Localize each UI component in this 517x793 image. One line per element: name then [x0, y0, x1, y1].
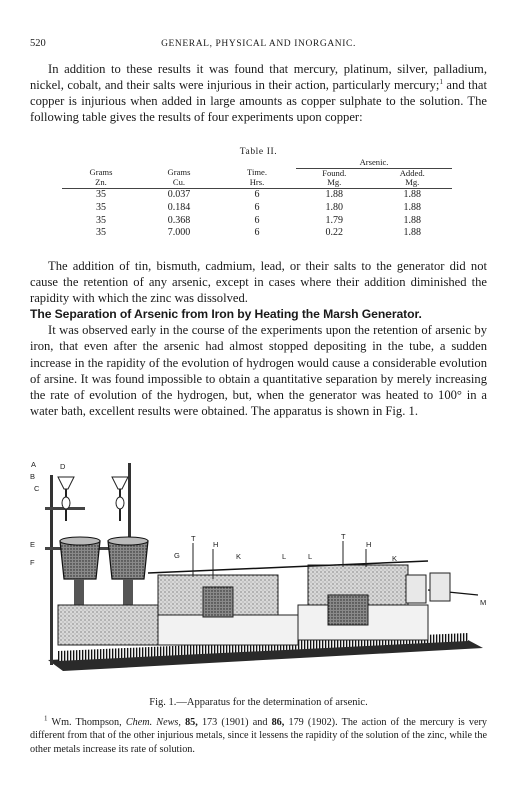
table-cell: 1.88: [403, 202, 421, 214]
section-paragraph: It was observed early in the course of the experiments upon the retention of arsenic by iron, that even after the arsenic had almost stopped depositing in the tube, a sudden increase in the rapidity of the evolution of hydrogen would cause a considerable evolution of arsine. It was found impossible to obtain a quantitative separation by merely increasing the rate of evolution of the hydrogen, but, when the generator was heated to 100° in a water bath, excellent results were obtained. The apparatus is shown in Fig. 1.: [30, 323, 487, 418]
figure-caption: Fig. 1.—Apparatus for the determination of arsenic.: [149, 697, 368, 708]
label-d: D: [60, 462, 66, 471]
footnote-volume: 85,: [185, 717, 198, 728]
label-a: A: [31, 460, 37, 469]
label-b: B: [30, 472, 36, 481]
table-cell: 1.88: [403, 227, 421, 239]
table-cell: 7.000: [167, 227, 191, 239]
bulb-icon: [116, 497, 124, 509]
table-cell: 6: [254, 189, 260, 201]
table-cell: 1.79: [325, 214, 343, 226]
water-bath-left: [60, 541, 100, 579]
footnote-mark: 1: [44, 714, 48, 723]
table-cell: 1.88: [403, 189, 421, 201]
footnote: [30, 716, 487, 756]
table-cell: 35: [96, 214, 106, 226]
label-t1: T: [191, 534, 196, 543]
absorption-bottle: [430, 573, 450, 601]
table-cell: 35: [96, 202, 106, 214]
bulb-icon: [62, 497, 70, 509]
funnel-icon: [58, 477, 74, 489]
label-e: E: [30, 540, 36, 549]
running-title: GENERAL, PHYSICAL AND INORGANIC.: [161, 39, 356, 49]
column-header: Found. Mg.: [296, 168, 373, 188]
apparatus-figure: [28, 455, 490, 690]
table-cell: 1.88: [325, 189, 343, 201]
label-c: C: [34, 484, 40, 493]
burner-block: [203, 587, 233, 617]
label-t2: T: [341, 532, 346, 541]
footnote-journal: Chem. News,: [125, 717, 181, 728]
after-table-paragraph: The addition of tin, bismuth, cadmium, lead, or their salts to the generator did not cause the retention of any arsenic, except in cases where their addition diminished the rapidity with which the zinc was dissolved.: [30, 259, 487, 306]
table-cell: 6: [254, 214, 260, 226]
label-l1: L: [282, 552, 287, 561]
label-h1: H: [213, 540, 219, 549]
bath-rim: [108, 537, 148, 545]
footnote-author: Wm. Thompson,: [51, 717, 122, 728]
table-row: [62, 201, 452, 214]
table-cell: 6: [254, 202, 260, 214]
footnote-reference[interactable]: 1: [439, 77, 443, 86]
label-l2: L: [308, 552, 313, 561]
label-g: G: [174, 551, 180, 560]
table-cell: 0.037: [167, 189, 191, 201]
column-header: Time. Hrs.: [218, 168, 296, 188]
footnote-text: The action of the mercury is very different from that of the other injurious metals, since it lessens the rapidity of the solution of the zinc, while the other metals increase its rate of solution.: [30, 717, 488, 755]
table-cell: 0.22: [325, 227, 343, 239]
table-cell: 0.368: [167, 214, 191, 226]
body-text: [30, 258, 487, 419]
column-header: Grams Cu.: [140, 168, 218, 188]
support-rod: [50, 475, 53, 665]
table-cell: 6: [254, 227, 260, 239]
table-cell: 0.184: [167, 202, 191, 214]
page-number: 520: [30, 38, 46, 49]
water-bath-right: [108, 541, 148, 579]
footnote-citation: 179 (1902).: [288, 717, 338, 728]
label-m: M: [480, 598, 487, 607]
glass-tube: [148, 567, 288, 573]
table-row: [62, 227, 452, 240]
support-block: [158, 615, 298, 645]
footnote-citation: 173 (1901) and: [201, 717, 268, 728]
column-header: Added. Mg.: [373, 168, 453, 188]
absorption-bottle: [406, 575, 426, 603]
table-cell: 1.88: [403, 214, 421, 226]
burner-block: [328, 595, 368, 625]
label-f: F: [30, 558, 35, 567]
results-table: [62, 158, 452, 239]
arsenic-group-header: Arsenic.: [296, 158, 452, 168]
bath-rim: [60, 537, 100, 545]
label-k1: K: [236, 552, 242, 561]
table-title: Table II.: [239, 147, 278, 157]
funnel-icon: [112, 477, 128, 489]
table-row: [62, 188, 452, 201]
base-block: [58, 605, 158, 645]
footnote-volume: 86,: [271, 717, 285, 728]
table-row: [62, 214, 452, 227]
page-header: [30, 38, 487, 52]
intro-paragraph: [30, 61, 487, 125]
table-cell: 1.80: [325, 202, 343, 214]
table-cell: 35: [96, 227, 106, 239]
label-h2: H: [366, 540, 372, 549]
intro-text: In addition to these results it was found that mercury, platinum, silver, palladium, nickel, cobalt, and their salts were injurious in their action, particularly mercury;: [30, 62, 487, 93]
column-header: Grams Zn.: [62, 168, 140, 188]
section-heading: The Separation of Arsenic from Iron by Heating the Marsh Generator.: [30, 307, 422, 322]
intro-text-continued: and that copper is injurious when added in large amounts as copper sulphate to the solution. The following table gives the results of four experiments upon copper:: [30, 78, 487, 125]
table-cell: 35: [96, 189, 106, 201]
label-k2: K: [392, 554, 398, 563]
